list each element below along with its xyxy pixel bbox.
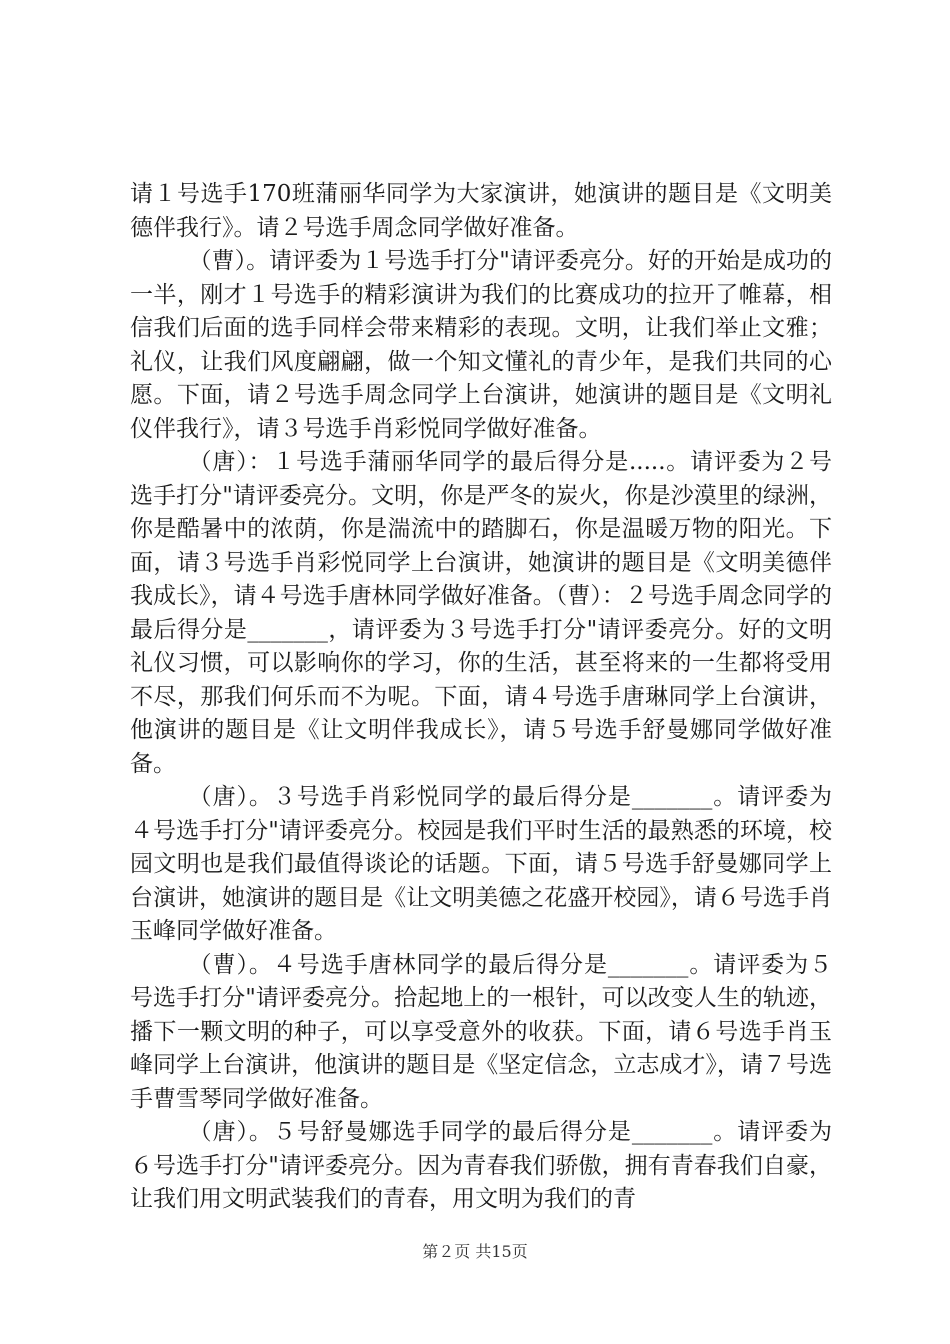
document-body bbox=[130, 178, 832, 1217]
page-number-footer: 第２页 共15页 bbox=[422, 1242, 528, 1261]
paragraph-3: （唐）：１号选手蒲丽华同学的最后得分是.....。请评委为２号选手打分"请评委亮分。文明，你是严冬的炭火，你是沙漠里的绿洲，你是酷暑中的浓荫，你是湍流中的踏脚石，你是温暖万物的阳光。下面，请３号选手肖彩悦同学上台演讲，她演讲的题目是《文明美德伴我成长》，请４号选手唐林同学做好准备。（曹）：２号选手周念同学的最后得分是_______，请评委为３号选手打分"请评委亮分。好的文明礼仪习惯，可以影响你的学习，你的生活，甚至将来的一生都将受用不尽，那我们何乐而不为呢。下面，请４号选手唐琳同学上台演讲，他演讲的题目是《让文明伴我成长》，请５号选手舒曼娜同学做好准备。 bbox=[130, 449, 832, 777]
paragraph-2: （曹）。请评委为１号选手打分"请评委亮分。好的开始是成功的一半，刚才１号选手的精彩演讲为我们的比赛成功的拉开了帷幕，相信我们后面的选手同样会带来精彩的表现。文明，让我们举止文雅；礼仪，让我们风度翩翩，做一个知文懂礼的青少年，是我们共同的心愿。下面，请２号选手周念同学上台演讲，她演讲的题目是《文明礼仪伴我行》，请３号选手肖彩悦同学做好准备。 bbox=[130, 248, 832, 442]
paragraph-5: （曹）。４号选手唐林同学的最后得分是_______。请评委为５号选手打分"请评委亮分。拾起地上的一根针，可以改变人生的轨迹，播下一颗文明的种子，可以享受意外的收获。下面，请６号选手肖玉峰同学上台演讲，他演讲的题目是《坚定信念，立志成才》，请７号选手曹雪琴同学做好准备。 bbox=[130, 951, 832, 1112]
paragraph-1: 请１号选手170班蒲丽华同学为大家演讲，她演讲的题目是《文明美德伴我行》。请２号选手周念同学做好准备。 bbox=[130, 181, 832, 241]
paragraph-6: （唐）。５号舒曼娜选手同学的最后得分是_______。请评委为６号选手打分"请评委亮分。因为青春我们骄傲，拥有青春我们自豪，让我们用文明武装我们的青春，用文明为我们的青 bbox=[130, 1119, 832, 1212]
paragraph-4: （唐）。３号选手肖彩悦同学的最后得分是_______。请评委为４号选手打分"请评委亮分。校园是我们平时生活的最熟悉的环境，校园文明也是我们最值得谈论的话题。下面，请５号选手舒曼娜同学上台演讲，她演讲的题目是《让文明美德之花盛开校园》，请６号选手肖玉峰同学做好准备。 bbox=[130, 784, 832, 944]
